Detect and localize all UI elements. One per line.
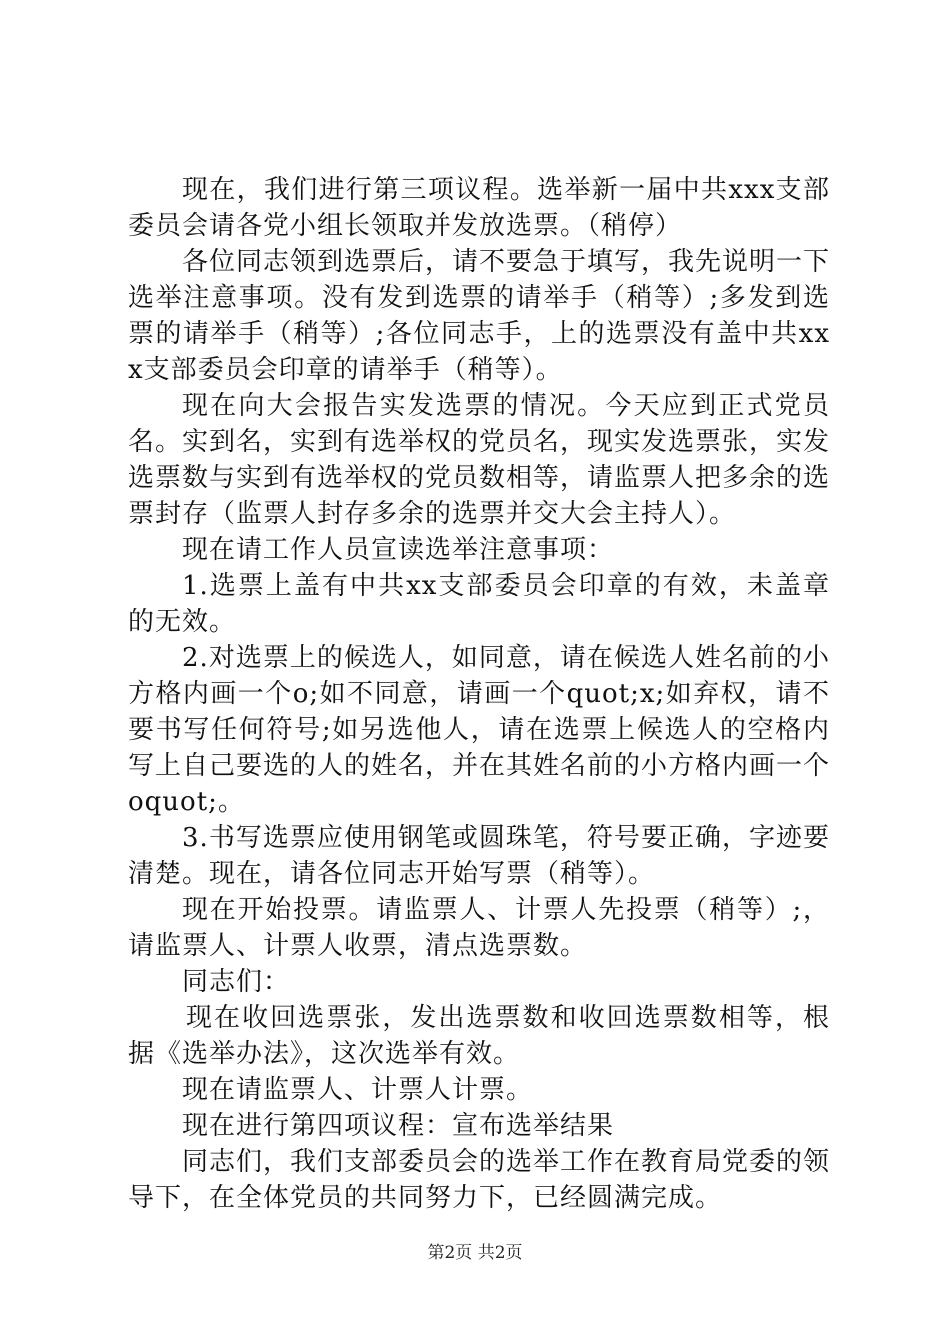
paragraph-voting-notice: 各位同志领到选票后，请不要急于填写，我先说明一下选举注意事项。没有发到选票的请举手（稍等）;多发到选票的请举手（稍等）;各位同志手，上的选票没有盖中共xxx支部委员会印章的请举手（稍等）。 xyxy=(128,247,831,385)
page-footer xyxy=(0,1241,950,1265)
paragraph-ballot-report: 现在向大会报告实发选票的情况。今天应到正式党员名。实到名，实到有选举权的党员名，现实发选票张，实发选票数与实到有选举权的党员数相等，请监票人把多余的选票封存（监票人封存多余的选票并交大会主持人）。 xyxy=(128,391,831,529)
document-body xyxy=(128,172,830,1216)
paragraph-start-voting: 现在开始投票。请监票人、计票人先投票（稍等）;，请监票人、计票人收票，清点选票数。 xyxy=(128,895,830,961)
paragraph-count-votes: 现在请监票人、计票人计票。 xyxy=(182,1075,534,1105)
paragraph-rule-three: 3.书写选票应使用钢笔或圆珠笔，符号要正确，字迹要清楚。现在，请各位同志开始写票（稍等）。 xyxy=(128,823,830,889)
paragraph-ballots-collected: 现在收回选票张，发出选票数和收回选票数相等，根据《选举办法》，这次选举有效。 xyxy=(128,1003,830,1069)
paragraph-rule-two: 2.对选票上的候选人，如同意，请在候选人姓名前的小方格内画一个o;如不同意，请画一个quot;x;如弃权，请不要书写任何符号;如另选他人，请在选票上候选人的空格内写上自己要选的人的姓名，并在其姓名前的小方格内画一个oquot;。 xyxy=(128,643,831,817)
paragraph-closing: 同志们，我们支部委员会的选举工作在教育局党委的领导下，在全体党员的共同努力下，已经圆满完成。 xyxy=(128,1147,831,1213)
paragraph-agenda-three: 现在，我们进行第三项议程。选举新一届中共xxx支部委员会请各党小组长领取并发放选票。（稍停） xyxy=(128,175,830,241)
paragraph-rule-one: 1.选票上盖有中共xx支部委员会印章的有效，未盖章的无效。 xyxy=(128,571,830,637)
paragraph-comrades: 同志们： xyxy=(182,967,291,997)
paragraph-read-notes: 现在请工作人员宣读选举注意事项： xyxy=(182,535,615,565)
paragraph-agenda-four: 现在进行第四项议程：宣布选举结果 xyxy=(182,1111,615,1141)
page-number: 第2页 共2页 xyxy=(427,1243,523,1263)
